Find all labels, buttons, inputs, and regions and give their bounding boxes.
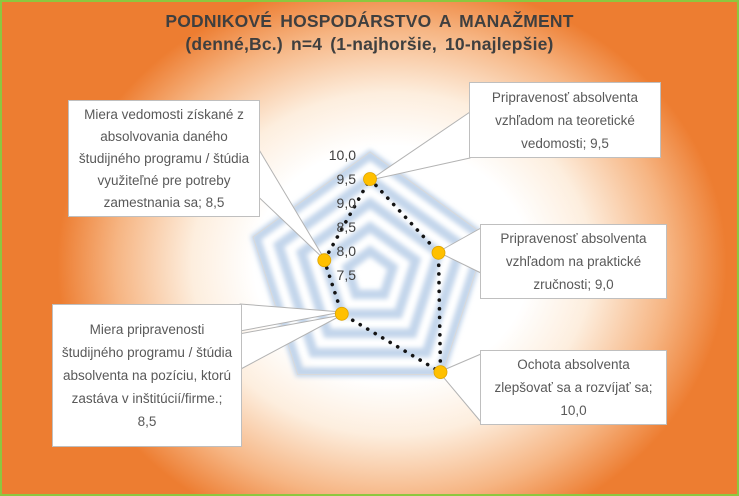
chart-title-line2: (denné,Bc.) n=4 (1-najhoršie, 10-najlepšie) xyxy=(185,34,554,54)
callout-tail-theoretical xyxy=(370,112,470,180)
data-point-marker xyxy=(434,366,447,379)
data-point-marker xyxy=(432,246,445,259)
callout-position-text: Miera pripravenosti študijného programu / štúdia absolventa na pozíciu, ktorú zastáva v inštitúcií/firme.; 8,5 xyxy=(61,322,233,429)
data-point-marker xyxy=(318,254,331,267)
callout-theoretical xyxy=(469,82,661,158)
axis-tick-label: 8,5 xyxy=(336,219,356,235)
callout-practical xyxy=(480,224,667,299)
axis-tick-label: 9,0 xyxy=(336,195,356,211)
axis-tick-label: 9,5 xyxy=(336,171,356,187)
data-point-marker xyxy=(364,173,377,186)
chart-title-line1: PODNIKOVÉ HOSPODÁRSTVO A MANAŽMENT xyxy=(165,11,574,31)
callout-practical-text: Pripravenosť absolventa vzhľadom na praktické zručnosti; 9,0 xyxy=(500,231,647,292)
callout-knowledge-gained-text: Miera vedomosti získané z absolvovania daného študijného programu / štúdia využiteľné pre potreby zamestnania sa; 8,5 xyxy=(78,106,250,210)
axis-tick-label: 7,5 xyxy=(336,267,356,283)
callout-theoretical-text: Pripravenosť absolventa vzhľadom na teoretické vedomosti; 9,5 xyxy=(491,89,639,151)
callout-willingness xyxy=(480,350,667,425)
axis-tick-label: 10,0 xyxy=(328,147,356,163)
callout-position xyxy=(52,304,242,447)
axis-tick-label: 8,0 xyxy=(336,243,356,259)
data-point-marker xyxy=(335,307,348,320)
callout-willingness-text: Ochota absolventa zlepšovať sa a rozvíjať sa; 10,0 xyxy=(494,357,653,418)
callout-knowledge-gained xyxy=(68,100,260,217)
